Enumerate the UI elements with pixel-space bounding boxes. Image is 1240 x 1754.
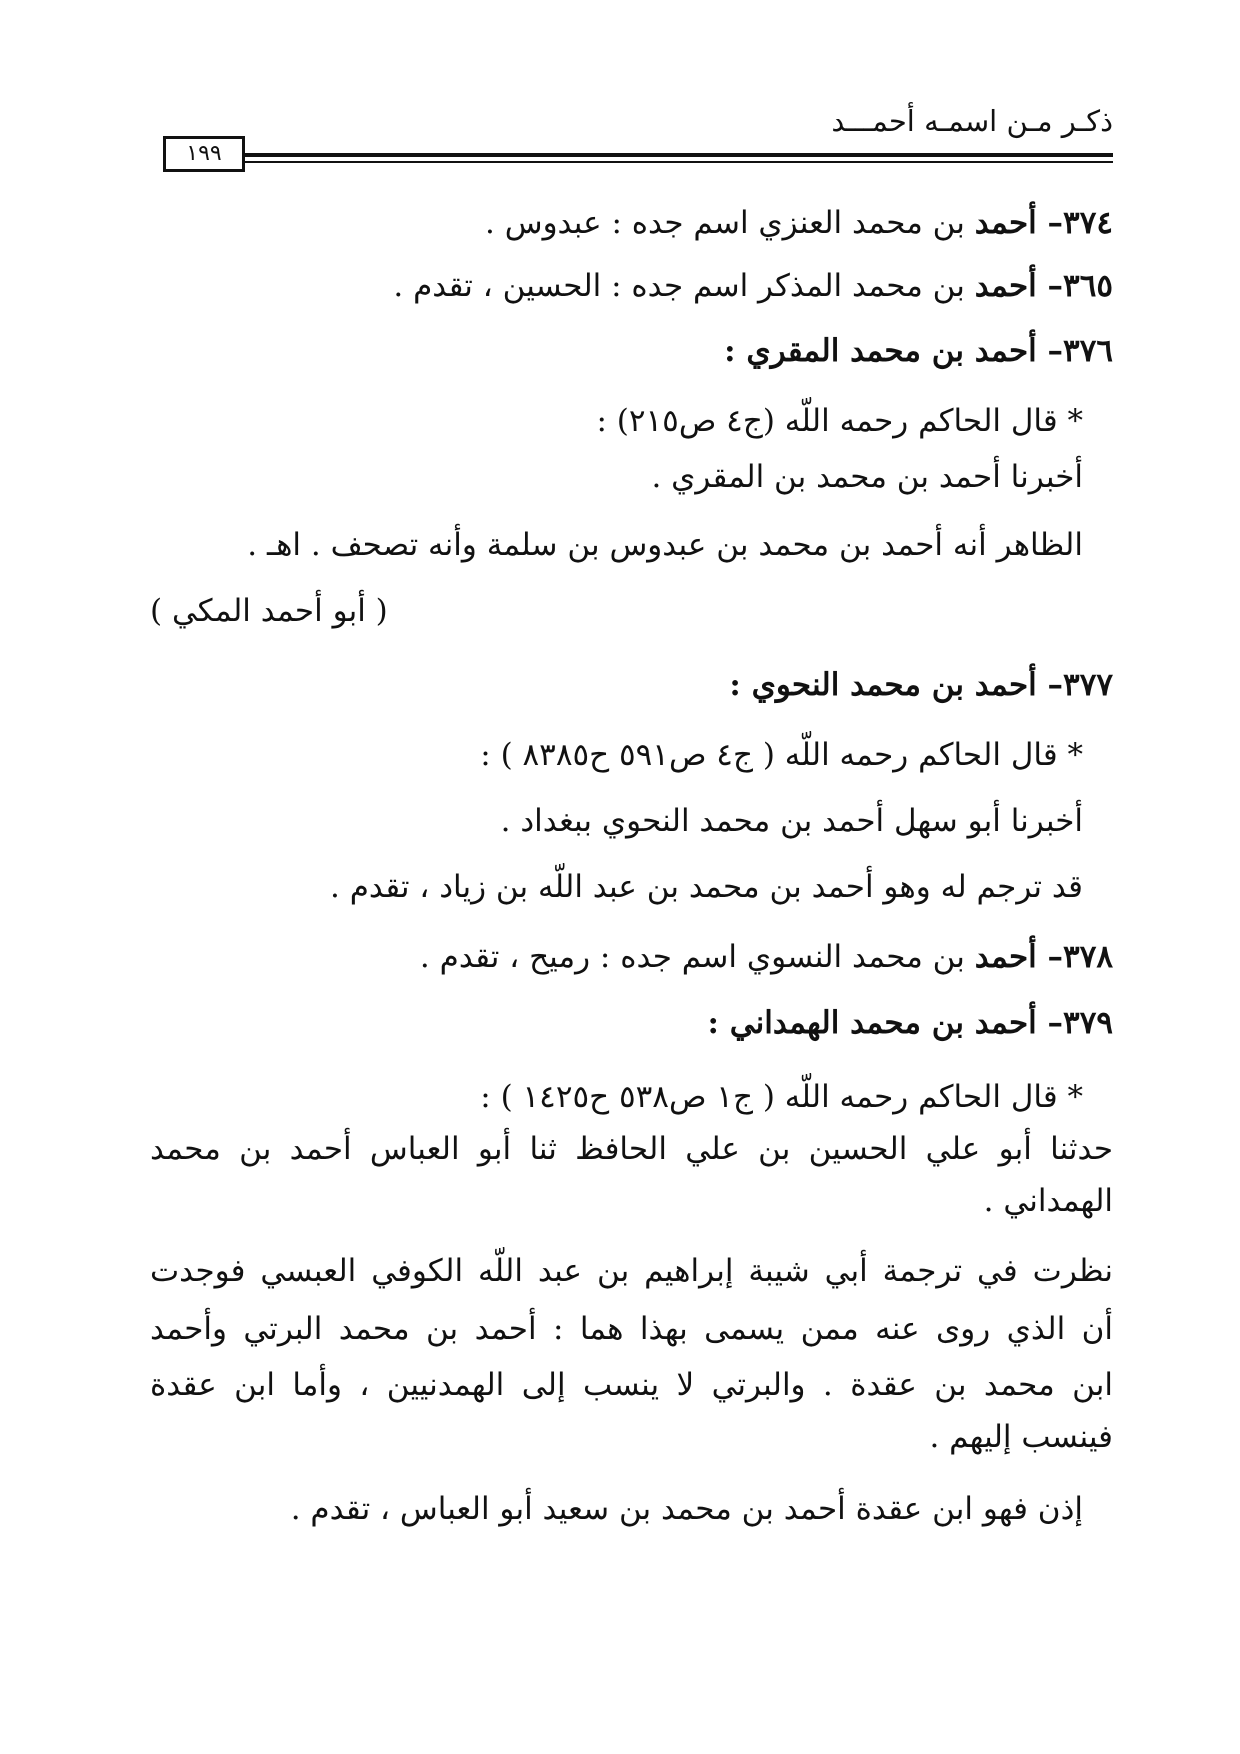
entry-365 — [393, 263, 1113, 309]
entry-title: أحمد بن محمد المقري : — [724, 333, 1037, 369]
entry-dash: – — [1036, 1005, 1064, 1041]
entry-text: بن محمد العنزي اسم جده : عبدوس . — [485, 205, 965, 241]
entry-number: ٣٧٦ — [1063, 333, 1113, 369]
entry-text: بن محمد المذكر اسم جده : الحسين ، تقدم . — [393, 268, 965, 304]
commentary: أن الذي روى عنه ممن يسمى بهذا هما : أحمد بن محمد البرتي وأحمد — [150, 1311, 1113, 1347]
entry-379 — [708, 1000, 1114, 1046]
entry-378 — [420, 934, 1113, 980]
entry-number: ٣٧٧ — [1063, 667, 1113, 703]
header-rule-thin — [245, 161, 1113, 163]
entry-text: بن محمد النسوي اسم جده : رميح ، تقدم . — [419, 939, 965, 975]
narration: أخبرنا أحمد بن محمد بن المقري . — [651, 459, 1083, 495]
entry-number: ٣٧٤ — [1063, 205, 1113, 241]
entry-dash: – — [1036, 205, 1064, 241]
entry-dash: – — [1036, 939, 1064, 975]
narration-end: الهمداني . — [983, 1183, 1113, 1219]
source-citation: * قال الحاكم رحمه اللّه ( ج١ ص٥٣٨ ح١٤٢٥ ) : — [480, 1079, 1083, 1115]
entry-dash: – — [1036, 333, 1064, 369]
commentary: نظرت في ترجمة أبي شيبة إبراهيم بن عبد اللّه الكوفي العبسي فوجدت — [150, 1253, 1113, 1289]
header-rule-thick — [245, 153, 1113, 157]
commentary: ابن محمد بن عقدة . والبرتي لا ينسب إلى الهمدنيين ، وأما ابن عقدة — [150, 1367, 1113, 1403]
entry-377 — [729, 662, 1113, 708]
entry-name: أحمد — [974, 939, 1037, 975]
entry-number: ٣٧٨ — [1063, 939, 1113, 975]
entry-dash: – — [1036, 667, 1064, 703]
section-heading: ( أبو أحمد المكي ) — [150, 593, 388, 629]
page-number: ١٩٩ — [163, 136, 245, 172]
entry-374 — [485, 200, 1113, 246]
entry-376 — [724, 328, 1113, 374]
entry-number: ٣٦٥ — [1063, 268, 1113, 304]
entry-title: أحمد بن محمد النحوي : — [729, 667, 1037, 703]
running-title: ذكـر مـن اسمـه أحمـــد — [831, 104, 1113, 138]
entry-title: أحمد بن محمد الهمداني : — [707, 1005, 1037, 1041]
entry-name: أحمد — [974, 205, 1037, 241]
entry-number: ٣٧٩ — [1063, 1005, 1113, 1041]
entry-dash: – — [1036, 268, 1064, 304]
commentary: الظاهر أنه أحمد بن محمد بن عبدوس بن سلمة وأنه تصحف . اهـ . — [247, 527, 1083, 563]
commentary: قد ترجم له وهو أحمد بن محمد بن عبد اللّه بن زياد ، تقدم . — [330, 869, 1083, 905]
entry-name: أحمد — [974, 268, 1037, 304]
narration: حدثنا أبو علي الحسين بن علي الحافظ ثنا أبو العباس أحمد بن محمد — [150, 1131, 1113, 1167]
conclusion: إذن فهو ابن عقدة أحمد بن محمد بن سعيد أبو العباس ، تقدم . — [290, 1491, 1083, 1527]
commentary-end: فينسب إليهم . — [929, 1419, 1113, 1455]
narration: أخبرنا أبو سهل أحمد بن محمد النحوي ببغداد . — [500, 803, 1083, 839]
source-citation: * قال الحاكم رحمه اللّه (ج٤ ص٢١٥) : — [596, 403, 1083, 439]
source-citation: * قال الحاكم رحمه اللّه ( ج٤ ص٥٩١ ح٨٣٨٥ ) : — [480, 737, 1083, 773]
